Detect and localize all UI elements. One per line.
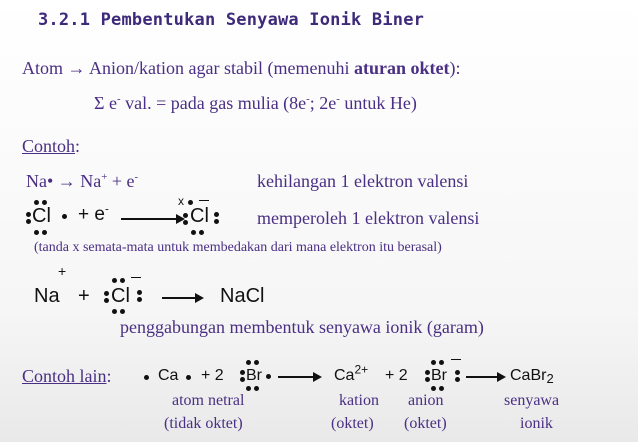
reaction-arrow	[162, 297, 202, 299]
calcium-symbol: Ca	[158, 367, 179, 384]
electron-dot	[214, 212, 219, 217]
na-left: Na• → Na	[26, 171, 102, 191]
electron-dot	[186, 375, 191, 380]
senyawa-label-1: senyawa	[504, 392, 560, 409]
note-text: (tanda x semata-mata untuk membedakan dari mana elektron itu berasal)	[34, 240, 442, 255]
plus-electron	[78, 204, 109, 226]
electron-dot	[266, 374, 271, 379]
kation-label-1: kation	[339, 392, 379, 409]
chloride-symbol: Cl	[190, 205, 209, 227]
cabr2-product	[510, 367, 554, 386]
electron-dot	[26, 212, 31, 217]
sodium-description: kehilangan 1 elektron valensi	[257, 171, 469, 191]
product-symbol: CaBr	[510, 367, 547, 384]
rule-prefix: Atom → Anion/kation agar stabil (memenuhi	[22, 58, 354, 78]
calcium-ion	[334, 362, 369, 385]
electron-dot	[104, 298, 109, 303]
e-sup: -	[104, 203, 109, 216]
sum-sup: -	[116, 93, 121, 105]
plus-sign: +	[78, 285, 90, 307]
chloride-ion-symbol: Cl	[111, 285, 130, 307]
electron-dot	[191, 230, 196, 235]
charge-minus	[199, 200, 209, 201]
charge-minus	[451, 359, 461, 360]
rule-suffix: ):	[449, 58, 461, 78]
bromide-ion: Br	[431, 367, 447, 384]
reaction-arrow	[278, 376, 320, 378]
sodium-equation	[26, 171, 138, 192]
electron-dot	[455, 370, 460, 375]
ca-ion-symbol: Ca	[334, 367, 355, 384]
electron-dot	[62, 214, 67, 219]
electron-dot	[425, 377, 430, 382]
other-example-label	[22, 366, 112, 387]
sum-mid2: ; 2e	[309, 93, 337, 113]
anion-label-1: anion	[408, 392, 444, 409]
electron-dot	[120, 309, 125, 314]
atom-label-2: (tidak oktet)	[164, 415, 243, 432]
electron-dot	[439, 386, 444, 391]
sum-prefix: Σ e	[94, 93, 117, 113]
electron-dot	[431, 386, 436, 391]
valence-electron-line	[94, 93, 417, 114]
na-charge: +	[58, 263, 67, 279]
na-plus-sup: +	[101, 171, 108, 183]
kation-label-2: (oktet)	[331, 415, 374, 432]
electron-dot	[34, 200, 39, 205]
na-mid: + e	[107, 171, 135, 191]
senyawa-label-2: ionik	[520, 415, 553, 432]
page-title: 3.2.1 Pembentukan Senyawa Ionik Biner	[38, 10, 425, 30]
example-label-text: Contoh	[22, 136, 76, 156]
electron-dot	[254, 386, 259, 391]
na-minus-sup: -	[134, 171, 139, 183]
electron-dot	[254, 360, 259, 365]
electron-dot	[240, 377, 245, 382]
charge-minus	[131, 277, 141, 278]
chlorine-symbol: Cl	[32, 205, 51, 227]
electron-dot	[431, 360, 436, 365]
electron-dot	[26, 219, 31, 224]
other-label-colon: :	[106, 366, 112, 386]
electron-dot	[183, 213, 188, 218]
na-ion-symbol: Na	[34, 285, 60, 307]
nacl-product: NaCl	[220, 285, 265, 307]
sum-sup3: -	[336, 93, 340, 105]
sum-mid: val. = pada gas mulia (8e	[120, 93, 307, 113]
electron-dot	[425, 370, 430, 375]
reaction-arrow	[121, 218, 183, 220]
anion-label-2: (oktet)	[404, 415, 447, 432]
rule-emphasis: aturan oktet	[353, 58, 450, 78]
electron-dot	[137, 290, 142, 295]
electron-dot	[455, 377, 460, 382]
electron-dot	[42, 200, 47, 205]
sum-suffix: untuk He)	[339, 93, 417, 113]
example-label-colon: :	[75, 136, 81, 156]
electron-dot	[240, 370, 245, 375]
bromine-symbol: Br	[246, 367, 262, 384]
product-subscript: 2	[546, 371, 554, 386]
electron-dot	[112, 278, 117, 283]
electron-dot	[144, 375, 149, 380]
electron-dot	[199, 230, 204, 235]
electron-dot	[34, 230, 39, 235]
other-label-text: Contoh lain	[22, 366, 107, 386]
example-label	[22, 136, 80, 157]
electron-dot	[439, 360, 444, 365]
electron-dot	[42, 230, 47, 235]
chlorine-description: memperoleh 1 elektron valensi	[257, 208, 480, 228]
reaction-arrow	[466, 376, 504, 378]
x-mark: x	[178, 194, 184, 208]
plus-two-b: + 2	[385, 367, 408, 384]
ca-charge: 2+	[354, 362, 369, 377]
electron-dot	[120, 278, 125, 283]
electron-dot	[246, 360, 251, 365]
electron-dot	[112, 309, 117, 314]
octet-rule-line	[22, 58, 460, 79]
plus-two: + 2	[201, 367, 224, 384]
electron-dot	[214, 219, 219, 224]
electron-dot	[246, 386, 251, 391]
electron-dot	[104, 291, 109, 296]
atom-label-1: atom netral	[172, 392, 245, 409]
sum-sup2: -	[306, 93, 310, 105]
plus-e-text: + e	[78, 204, 105, 225]
electron-dot	[137, 297, 142, 302]
combine-description: penggabungan membentuk senyawa ionik (garam)	[120, 317, 484, 337]
electron-dot	[183, 220, 188, 225]
